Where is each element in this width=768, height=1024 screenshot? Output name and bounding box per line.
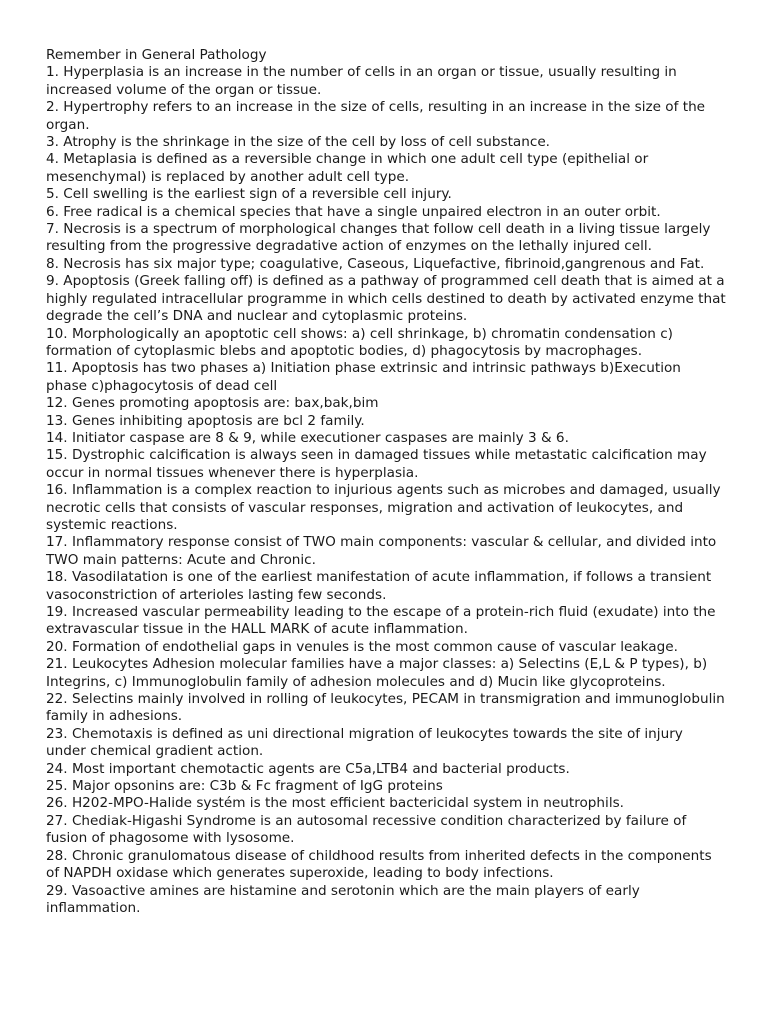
list-item: 9. Apoptosis (Greek falling off) is defined as a pathway of programmed cell death that is aimed at a highly regulated intracellular programme in which cells destined to death by activated enzyme that degrade the cell’s DNA and nuclear and cytoplasmic proteins. (46, 273, 726, 325)
list-item: 11. Apoptosis has two phases a) Initiation phase extrinsic and intrinsic pathways b)Execution phase c)phagocytosis of dead cell (46, 360, 681, 394)
list-item: 8. Necrosis has six major type; coagulative, Caseous, Liquefactive, fibrinoid,gangrenous and Fat. (46, 255, 705, 272)
list-item: 14. Initiator caspase are 8 & 9, while executioner caspases are mainly 3 & 6. (46, 429, 569, 446)
document-title: Remember in General Pathology (46, 47, 267, 63)
list-item: 4. Metaplasia is defined as a reversible change in which one adult cell type (epithelial or mesenchymal) is replaced by another adult cell type. (46, 151, 649, 185)
list-item: 20. Formation of endothelial gaps in venules is the most common cause of vascular leakage. (46, 638, 678, 655)
list-item: 19. Increased vascular permeability leading to the escape of a protein-rich fluid (exudate) into the extravascular tissue in the HALL MARK of acute inflammation. (46, 604, 716, 638)
list-item: 17. Inflammatory response consist of TWO main components: vascular & cellular, and divided into TWO main patterns: Acute and Chronic. (46, 534, 717, 568)
list-item: 25. Major opsonins are: C3b & Fc fragment of IgG proteins (46, 778, 443, 795)
list-item: 5. Cell swelling is the earliest sign of a reversible cell injury. (46, 186, 452, 203)
list-item: 7. Necrosis is a spectrum of morphological changes that follow cell death in a living tissue largely resulting from the progressive degradative action of enzymes on the lethally injured cell. (46, 221, 711, 255)
list-item: 13. Genes inhibiting apoptosis are bcl 2 family. (46, 412, 365, 429)
list-item: 27. Chediak-Higashi Syndrome is an autosomal recessive condition characterized by failure of fusion of phagosome with lysosome. (46, 812, 687, 847)
document-page (46, 47, 726, 917)
list-item: 28. Chronic granulomatous disease of childhood results from inherited defects in the components of NAPDH oxidase which generates superoxide, leading to body infections. (46, 847, 712, 882)
list-item: 21. Leukocytes Adhesion molecular families have a major classes: a) Selectins (E,L & P types), b) Integrins, c) Immunoglobulin family of adhesion molecules and d) Mucin like glycoproteins. (46, 656, 708, 690)
list-item: 10. Morphologically an apoptotic cell shows: a) cell shrinkage, b) chromatin condensation c) formation of cytoplasmic blebs and apoptotic bodies, d) phagocytosis by macrophages. (46, 325, 673, 359)
list-item: 16. Inflammation is a complex reaction to injurious agents such as microbes and damaged, usually necrotic cells that consists of vascular responses, migration and activation of leukocytes, and systemic reactions. (46, 482, 721, 533)
list-item: 1. Hyperplasia is an increase in the number of cells in an organ or tissue, usually resulting in increased volume of the organ or tissue. (46, 64, 677, 98)
list-item: 22. Selectins mainly involved in rolling of leukocytes, PECAM in transmigration and immunoglobulin family in adhesions. (46, 691, 725, 725)
list-item: 15. Dystrophic calcification is always seen in damaged tissues while metastatic calcification may occur in normal tissues whenever there is hyperplasia. (46, 447, 707, 481)
list-item: 29. Vasoactive amines are histamine and serotonin which are the main players of early inflammation. (46, 882, 640, 916)
list-item: 26. H202-MPO-Halide systém is the most efficient bactericidal system in neutrophils. (46, 795, 625, 812)
list-item: 24. Most important chemotactic agents are C5a,LTB4 and bacterial products. (46, 760, 570, 777)
list-item: 23. Chemotaxis is defined as uni directional migration of leukocytes towards the site of injury under chemical gradient action. (46, 725, 683, 760)
list-item: 18. Vasodilatation is one of the earliest manifestation of acute inflammation, if follows a transient vasoconstriction of arterioles lasting few seconds. (46, 569, 712, 603)
list-item: 6. Free radical is a chemical species that have a single unpaired electron in an outer orbit. (46, 203, 661, 220)
list-item: 2. Hypertrophy refers to an increase in the size of cells, resulting in an increase in the size of the organ. (46, 99, 706, 133)
list-item: 3. Atrophy is the shrinkage in the size of the cell by loss of cell substance. (46, 134, 551, 151)
list-item: 12. Genes promoting apoptosis are: bax,bak,bim (46, 395, 379, 412)
